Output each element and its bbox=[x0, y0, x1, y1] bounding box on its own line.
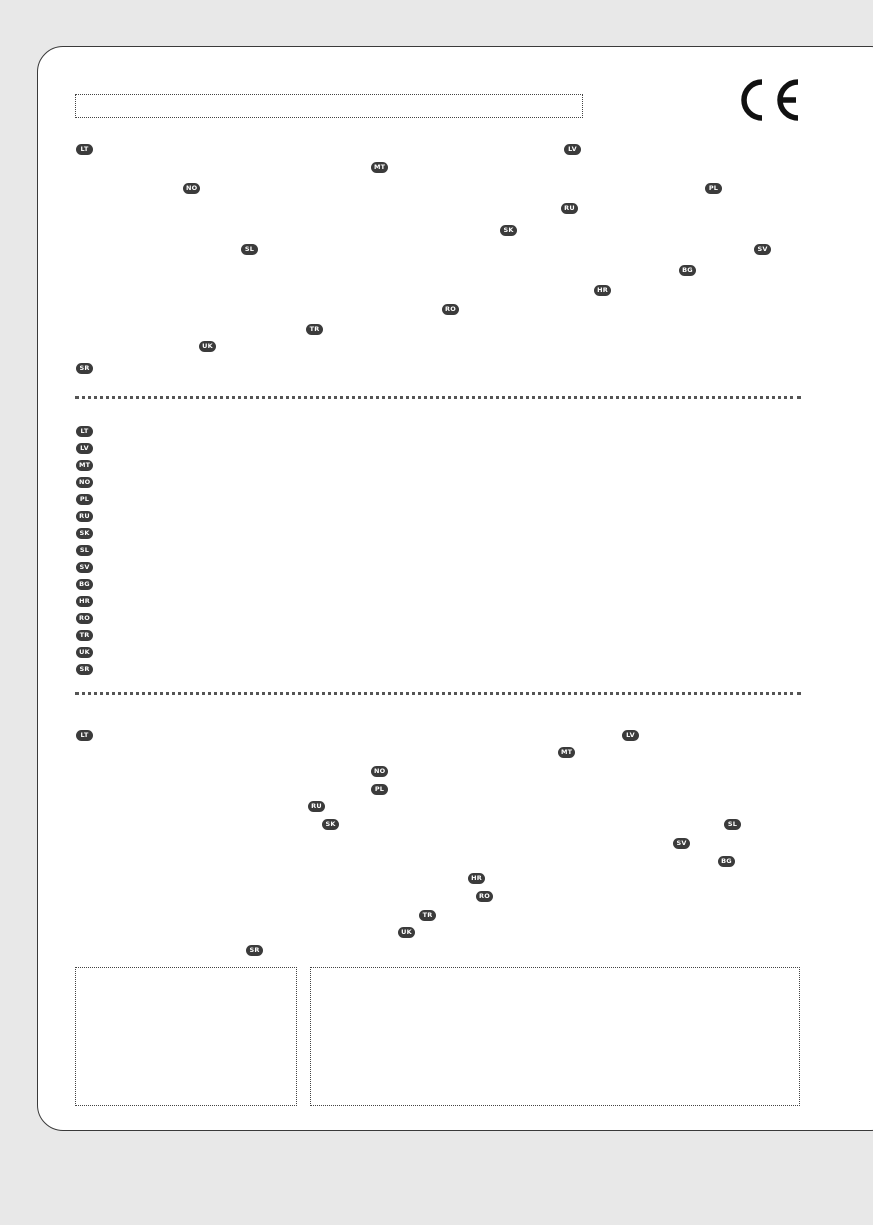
badge-ro: RO bbox=[76, 613, 93, 624]
section-divider bbox=[75, 692, 801, 695]
badge-pl: PL bbox=[76, 494, 93, 505]
badge-sk: SK bbox=[500, 225, 517, 236]
date-box[interactable] bbox=[75, 967, 297, 1106]
badge-no: NO bbox=[371, 766, 388, 777]
badge-lt: LT bbox=[76, 730, 93, 741]
badge-ro: RO bbox=[442, 304, 459, 315]
badge-bg: BG bbox=[718, 856, 735, 867]
signature-box[interactable] bbox=[310, 967, 800, 1106]
badge-lt: LT bbox=[76, 144, 93, 155]
badge-sk: SK bbox=[322, 819, 339, 830]
name-input-box[interactable] bbox=[75, 94, 583, 118]
badge-ro: RO bbox=[476, 891, 493, 902]
ce-mark-icon bbox=[734, 78, 804, 122]
badge-ru: RU bbox=[561, 203, 578, 214]
badge-hr: HR bbox=[76, 596, 93, 607]
badge-pl: PL bbox=[705, 183, 722, 194]
badge-hr: HR bbox=[594, 285, 611, 296]
badge-sl: SL bbox=[724, 819, 741, 830]
badge-no: NO bbox=[76, 477, 93, 488]
badge-sl: SL bbox=[241, 244, 258, 255]
badge-uk: UK bbox=[76, 647, 93, 658]
badge-no: NO bbox=[183, 183, 200, 194]
badge-sl: SL bbox=[76, 545, 93, 556]
badge-bg: BG bbox=[679, 265, 696, 276]
badge-mt: MT bbox=[76, 460, 93, 471]
badge-lv: LV bbox=[564, 144, 581, 155]
section-divider bbox=[75, 396, 801, 399]
badge-tr: TR bbox=[76, 630, 93, 641]
badge-uk: UK bbox=[199, 341, 216, 352]
badge-uk: UK bbox=[398, 927, 415, 938]
badge-tr: TR bbox=[419, 910, 436, 921]
badge-ru: RU bbox=[76, 511, 93, 522]
badge-mt: MT bbox=[371, 162, 388, 173]
badge-sv: SV bbox=[673, 838, 690, 849]
badge-hr: HR bbox=[468, 873, 485, 884]
badge-tr: TR bbox=[306, 324, 323, 335]
badge-sr: SR bbox=[76, 363, 93, 374]
badge-sv: SV bbox=[76, 562, 93, 573]
badge-ru: RU bbox=[308, 801, 325, 812]
badge-lv: LV bbox=[76, 443, 93, 454]
badge-bg: BG bbox=[76, 579, 93, 590]
badge-lv: LV bbox=[622, 730, 639, 741]
badge-pl: PL bbox=[371, 784, 388, 795]
badge-mt: MT bbox=[558, 747, 575, 758]
badge-sr: SR bbox=[246, 945, 263, 956]
badge-sr: SR bbox=[76, 664, 93, 675]
badge-sv: SV bbox=[754, 244, 771, 255]
badge-lt: LT bbox=[76, 426, 93, 437]
badge-sk: SK bbox=[76, 528, 93, 539]
